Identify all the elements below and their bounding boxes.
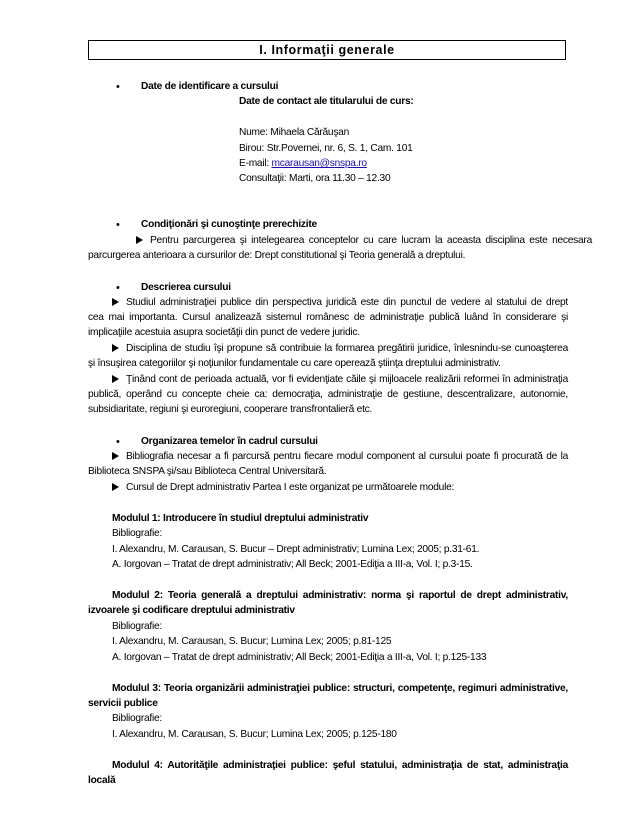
module-title: Modulul 1: Introducere în studiul dreptului administrativ <box>112 513 369 524</box>
arrow-bullet-icon <box>112 452 119 460</box>
module-reference: I. Alexandru, M. Carausan, S. Bucur; Lumina Lex; 2005; p.125-180 <box>112 729 397 740</box>
contact-office: Birou: Str.Povernei, nr. 6, S. 1, Cam. 101 <box>239 143 413 154</box>
s3-paragraph-line: Disciplina de studiu îşi propune să contribuie la formarea pregătirii juridice, înlesnindu-se cunoaşterea <box>112 342 568 356</box>
contact-title: Date de contact ale titularului de curs: <box>239 96 414 107</box>
module-title: Modulul 3: Teoria organizării administraţiei publice: structuri, competenţe, regimuri administrative, <box>112 683 568 694</box>
bullet: • <box>116 81 120 93</box>
arrow-bullet-icon <box>112 483 119 491</box>
module-title: Modulul 4: Autorităţile administraţiei publice: şeful statului, administraţia de stat, administraţia <box>112 760 568 771</box>
module-title: locală <box>88 775 116 786</box>
section-title: I. Informaţii generale <box>88 40 566 60</box>
module-title: Modulul 2: Teoria generală a dreptului administrativ: norma şi raportul de drept administrativ, <box>112 590 568 601</box>
s4-heading: Organizarea temelor în cadrul cursului <box>141 436 318 447</box>
contact-email-line <box>239 157 367 171</box>
module-reference: I. Alexandru, M. Carausan, S. Bucur; Lumina Lex; 2005; p.81-125 <box>112 636 392 647</box>
module-reference: A. Iorgovan – Tratat de drept administrativ; All Beck; 2001-Ediţia a III-a, Vol. I; p.3-15. <box>112 559 473 570</box>
s3-heading: Descrierea cursului <box>141 282 231 293</box>
s3-paragraph-line: Studiul administraţiei publice din perspectiva juridică este din punctul de vedere al statului de drept <box>112 296 568 310</box>
email-label: E-mail: <box>239 158 272 169</box>
arrow-bullet-icon <box>112 344 119 352</box>
module-bibliography-label: Bibliografie: <box>112 713 162 724</box>
arrow-bullet-icon <box>112 298 119 306</box>
module-reference: I. Alexandru, M. Carausan, S. Bucur – Drept administrativ; Lumina Lex; 2005; p.31-61. <box>112 544 480 555</box>
s1-heading: Date de identificare a cursului <box>141 81 279 92</box>
contact-name: Nume: Mihaela Cărăuşan <box>239 127 350 138</box>
module-reference: A. Iorgovan – Tratat de drept administrativ; All Beck; 2001-Ediţia a III-a, Vol. I; p.125-133 <box>112 652 487 663</box>
contact-hours: Consultaţii: Marti, ora 11.30 – 12.30 <box>239 173 391 184</box>
s4-paragraph-line: Biblioteca SNSPA şi/sau Biblioteca Central Universitară. <box>88 466 327 477</box>
s3-paragraph-line: implicaţiile acestuia asupra societăţii din punct de vedere juridic. <box>88 327 360 338</box>
arrow-bullet-icon <box>112 375 119 383</box>
s2-paragraph-line: Pentru parcurgerea şi intelegearea conceptelor cu care lucram la aceasta disciplina este necesara <box>112 234 592 248</box>
s3-paragraph-line: subsidiaritate, regiuni şi euroregiuni, cooperare transfrontalieră etc. <box>88 404 373 415</box>
s3-paragraph-line: cea mai importanta. Cursul analizează sistemul românesc de administraţie publică luând în considerare şi <box>88 312 568 323</box>
bullet: • <box>116 282 120 294</box>
arrow-bullet-icon <box>136 236 143 244</box>
s4-paragraph-line: Bibliografia necesar a fi parcursă pentru fiecare modul component al cursului poate fi procurată de la <box>112 450 568 464</box>
s2-heading: Condiţionări şi cunoştinţe prerechizite <box>141 219 317 230</box>
module-title: servicii publice <box>88 698 158 709</box>
s3-paragraph-line: publică, operând cu concepte cheie ca: democraţia, administraţie de gestiune, descentralizare, autonomie, <box>88 389 568 400</box>
s2-paragraph-line: parcurgerea anterioara a cursurilor de: Drept constitutional şi Teoria generală a dreptului. <box>88 250 466 261</box>
bullet: • <box>116 219 120 231</box>
bullet: • <box>116 436 120 448</box>
s4-paragraph-line: Cursul de Drept administrativ Partea I este organizat pe următoarele module: <box>112 481 454 495</box>
module-bibliography-label: Bibliografie: <box>112 528 162 539</box>
module-title: izvoarele şi codificare dreptului administrativ <box>88 605 295 616</box>
s3-paragraph-line: Ţinând cont de perioada actuală, vor fi evidenţiate căile şi mijloacele realizării reformei în administraţia <box>112 373 568 387</box>
s3-paragraph-line: şi însuşirea categoriilor şi noţiunilor fundamentale cu care operează ştiinţa dreptului administrativ. <box>88 358 501 369</box>
email-link[interactable]: mcarausan@snspa.ro <box>271 158 367 169</box>
module-bibliography-label: Bibliografie: <box>112 621 162 632</box>
